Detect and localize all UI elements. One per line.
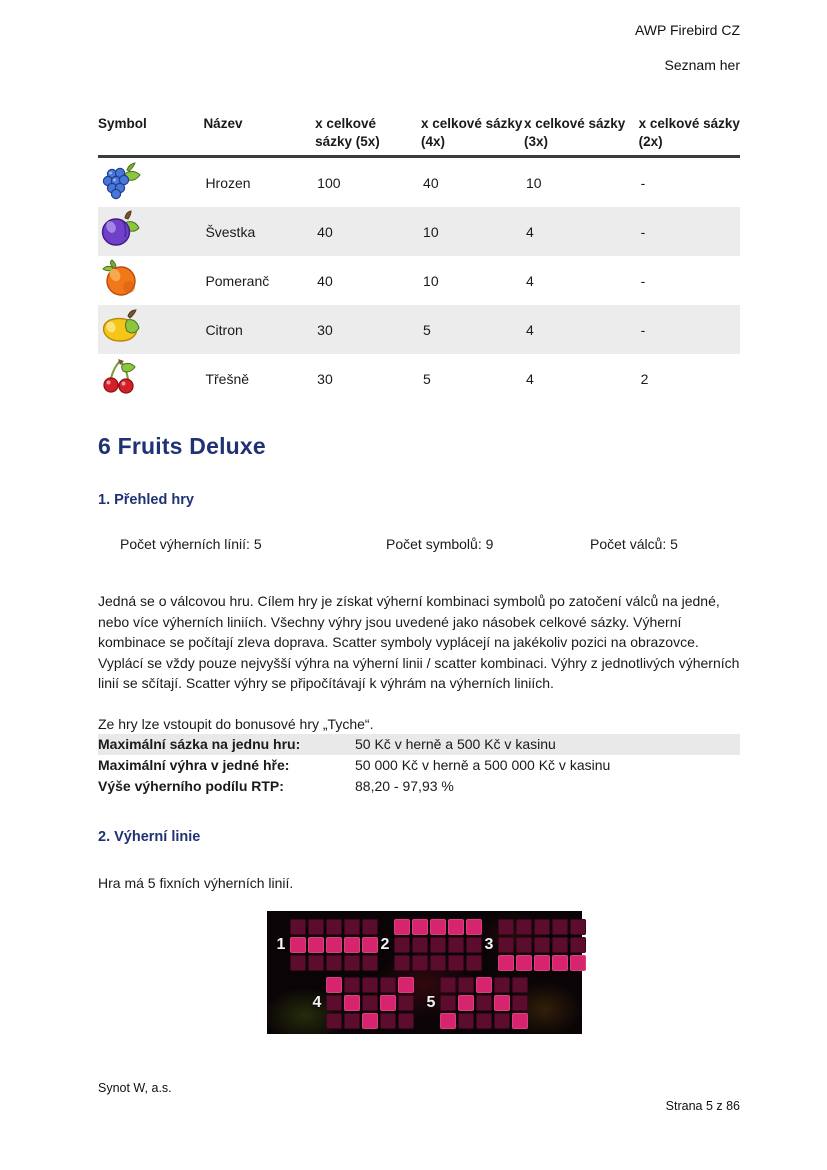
payout-5x-cell: 30	[317, 370, 333, 387]
payout-2x-cell: -	[640, 272, 646, 289]
payline-cell-off	[448, 937, 464, 953]
cherries-icon	[100, 357, 142, 397]
limit-value: 50 Kč v herně a 500 Kč v kasinu	[355, 736, 556, 753]
payline-cell-on	[440, 1013, 456, 1029]
payline-cell-off	[498, 919, 514, 935]
payline-cell-off	[512, 995, 528, 1011]
payline-cell-off	[412, 955, 428, 971]
limit-row	[98, 734, 740, 755]
payline-cell-on	[380, 995, 396, 1011]
payline-cell-off	[362, 977, 378, 993]
doc-title: AWP Firebird CZ	[634, 22, 740, 38]
payout-4x-cell: 5	[423, 370, 431, 387]
payline-cell-off	[516, 937, 532, 953]
payline-cell-on	[308, 937, 324, 953]
limits-block	[98, 734, 740, 797]
column-header: x celkové sázky (3x)	[524, 113, 639, 157]
payline-cell-on	[494, 995, 510, 1011]
payline-cell-on	[516, 955, 532, 971]
footer-page-number: Strana 5 z 86	[665, 1099, 740, 1113]
payline-cell-on	[412, 919, 428, 935]
payline-cell-off	[394, 955, 410, 971]
payline-cell-off	[494, 1013, 510, 1029]
limit-label: Maximální sázka na jednu hru:	[98, 736, 301, 753]
payline-cell-on	[534, 955, 550, 971]
payline-number: 3	[484, 936, 494, 954]
symbol-name-cell: Švestka	[203, 207, 315, 256]
payline-cell-off	[458, 977, 474, 993]
overview-paragraph: Jedná se o válcovou hru. Cílem hry je získat výherní kombinaci symbolů po zatočení válců na jedné, nebo více výherních liniích. Všechny výhry jsou uvedené jako násobek celkové sázky. Výherní kombinace se počítají zleva doprava. Scatter symboly vyplácejí na jakékoliv pozici na obrazovce. Vyplácí se vždy pouze nejvyšší výhra na výherní linii / scatter kombinaci. Výhry z jednotlivých výherních linií se sčítají. Scatter výhry se připočítávají k výhrám na výherních liniích.	[98, 593, 740, 692]
payline-cell-on	[448, 919, 464, 935]
limit-value: 88,20 - 97,93 %	[355, 778, 454, 795]
payline-cell-off	[458, 1013, 474, 1029]
payline-cell-off	[362, 995, 378, 1011]
payline-cell-off	[344, 1013, 360, 1029]
lemon-icon	[100, 308, 142, 348]
symbol-name-cell: Citron	[203, 305, 315, 354]
payline-cell-off	[412, 937, 428, 953]
payline-cell-off	[440, 995, 456, 1011]
payline-number: 1	[276, 936, 286, 954]
stat-reels: Počet válců: 5	[590, 536, 678, 553]
section-heading-paylines: 2. Výherní linie	[98, 829, 201, 846]
payline-cell-off	[344, 977, 360, 993]
payline-cell-on	[512, 1013, 528, 1029]
payline-cell-off	[362, 919, 378, 935]
section-heading-overview: 1. Přehled hry	[98, 492, 194, 509]
payline-cell-off	[344, 955, 360, 971]
payline-cell-off	[440, 977, 456, 993]
payline-cell-off	[326, 995, 342, 1011]
payline-cell-off	[466, 955, 482, 971]
game-title: 6 Fruits Deluxe	[98, 433, 266, 460]
symbol-name-cell: Třešně	[205, 370, 250, 387]
payline-cell-off	[534, 937, 550, 953]
payline-number: 5	[426, 994, 436, 1012]
payline-cell-on	[570, 955, 586, 971]
payline-cell-off	[498, 937, 514, 953]
payline-2	[379, 919, 482, 971]
payline-number: 2	[380, 936, 390, 954]
symbol-cell	[98, 305, 203, 354]
payline-cell-off	[326, 955, 342, 971]
payline-cell-on	[498, 955, 514, 971]
payline-cell-on	[552, 955, 568, 971]
payline-cell-on	[344, 995, 360, 1011]
payline-cell-off	[570, 937, 586, 953]
payline-cell-off	[394, 937, 410, 953]
payout-4x-cell: 10	[421, 207, 524, 256]
payline-cell-off	[448, 955, 464, 971]
payline-cell-off	[552, 919, 568, 935]
payline-cell-on	[394, 919, 410, 935]
payline-cell-off	[476, 1013, 492, 1029]
payline-cell-off	[516, 919, 532, 935]
limit-label: Výše výherního podílu RTP:	[98, 778, 284, 795]
payline-cell-off	[326, 919, 342, 935]
payline-cell-off	[512, 977, 528, 993]
column-header: Symbol	[98, 113, 203, 157]
payout-5x-cell: 40	[317, 272, 333, 289]
limit-value: 50 000 Kč v herně a 500 000 Kč v kasinu	[355, 757, 611, 774]
symbol-cell	[98, 157, 203, 208]
paylines-text: Hra má 5 fixních výherních linií.	[98, 875, 294, 892]
payline-cell-on	[362, 1013, 378, 1029]
payline-cell-off	[308, 955, 324, 971]
symbol-cell	[98, 207, 203, 256]
payout-4x-cell: 5	[421, 305, 524, 354]
payline-cell-on	[290, 937, 306, 953]
footer-company: Synot W, a.s.	[98, 1081, 172, 1095]
payline-3	[483, 919, 586, 971]
payline-cell-on	[458, 995, 474, 1011]
payline-cells	[290, 919, 378, 971]
limit-row	[98, 755, 740, 776]
bonus-line: Ze hry lze vstoupit do bonusové hry „Tyche“.	[98, 715, 374, 732]
payout-5x-cell: 40	[315, 207, 421, 256]
limit-row	[98, 776, 740, 797]
payline-cells	[440, 977, 528, 1029]
stat-paylines: Počet výherních línií: 5	[120, 536, 262, 553]
payout-3x-cell: 4	[524, 305, 639, 354]
grapes-icon	[100, 161, 142, 201]
payline-cells	[394, 919, 482, 971]
symbol-name-cell: Pomeranč	[205, 272, 270, 289]
table-row	[98, 256, 740, 305]
column-header: x celkové sázky (4x)	[421, 113, 524, 157]
payline-cell-off	[398, 995, 414, 1011]
payout-2x-cell: -	[639, 305, 740, 354]
table-header-row	[98, 113, 740, 157]
table-row	[98, 207, 740, 256]
payline-cell-off	[534, 919, 550, 935]
payout-2x-cell: -	[640, 174, 646, 191]
payline-cells	[498, 919, 586, 971]
payline-cell-off	[430, 937, 446, 953]
payout-3x-cell: 4	[524, 207, 639, 256]
payline-cell-on	[326, 937, 342, 953]
table-row	[98, 354, 740, 403]
payline-cell-off	[430, 955, 446, 971]
payline-cell-off	[380, 1013, 396, 1029]
payline-cell-off	[466, 937, 482, 953]
payout-4x-cell: 10	[423, 272, 439, 289]
payline-cell-off	[476, 995, 492, 1011]
payline-cell-on	[362, 937, 378, 953]
payout-3x-cell: 4	[525, 370, 534, 387]
payout-2x-cell: 2	[640, 370, 649, 387]
symbol-cell	[98, 354, 203, 403]
payline-4	[311, 977, 414, 1029]
payline-cell-off	[570, 919, 586, 935]
document-header	[98, 0, 740, 73]
doc-subtitle: Seznam her	[664, 57, 740, 73]
payout-2x-cell: -	[639, 207, 740, 256]
game-stats-row	[98, 536, 740, 555]
limit-label: Maximální výhra v jedné hře:	[98, 757, 290, 774]
payline-cell-off	[308, 919, 324, 935]
payline-cell-off	[552, 937, 568, 953]
symbol-name-cell: Hrozen	[205, 174, 251, 191]
symbol-cell	[98, 256, 203, 305]
payline-cell-on	[344, 937, 360, 953]
plum-icon	[100, 210, 142, 250]
payline-1	[275, 919, 378, 971]
payline-cell-off	[398, 1013, 414, 1029]
payline-cell-on	[476, 977, 492, 993]
payline-cell-off	[380, 977, 396, 993]
payout-4x-cell: 40	[423, 174, 439, 191]
payout-3x-cell: 10	[525, 174, 542, 191]
payline-cell-off	[290, 955, 306, 971]
paylines-image	[267, 911, 582, 1034]
payline-cell-off	[362, 955, 378, 971]
payline-cell-on	[466, 919, 482, 935]
payline-cell-off	[494, 977, 510, 993]
payline-cell-off	[290, 919, 306, 935]
payout-5x-cell: 100	[317, 174, 341, 191]
payline-5	[425, 977, 528, 1029]
symbol-payout-table	[98, 113, 740, 403]
stat-symbols: Počet symbolů: 9	[386, 536, 494, 553]
payline-cell-on	[326, 977, 342, 993]
payline-cell-on	[430, 919, 446, 935]
payline-cell-off	[344, 919, 360, 935]
payline-cell-off	[326, 1013, 342, 1029]
table-row	[98, 157, 740, 208]
payout-3x-cell: 4	[525, 272, 534, 289]
payline-cells	[326, 977, 414, 1029]
table-row	[98, 305, 740, 354]
column-header: x celkové sázky (2x)	[639, 113, 740, 157]
column-header: x celkové sázky (5x)	[315, 113, 421, 157]
orange-icon	[100, 259, 142, 299]
payline-cell-on	[398, 977, 414, 993]
column-header: Název	[203, 113, 315, 157]
payline-number: 4	[312, 994, 322, 1012]
payout-5x-cell: 30	[315, 305, 421, 354]
